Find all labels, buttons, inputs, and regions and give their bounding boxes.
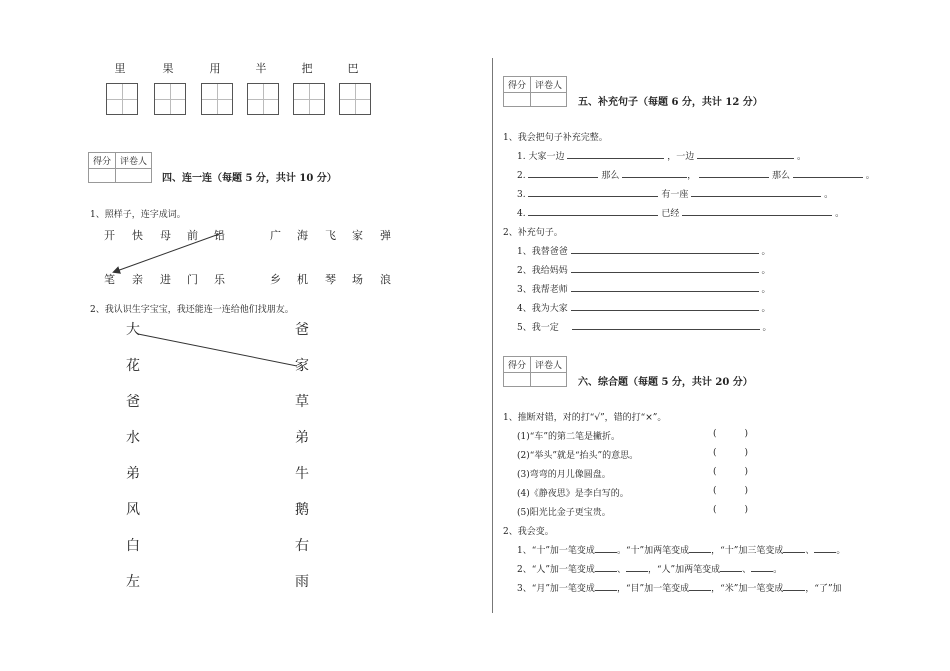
item-number: 2. (517, 171, 526, 181)
answer-blank[interactable] (697, 149, 794, 159)
section5-q1: 1、我会把句子补充完整。 (503, 133, 608, 143)
transform-text: ，“米”加一笔变成 (711, 584, 784, 594)
grader-label: 评卷人 (531, 77, 567, 93)
score-label: 得分 (504, 77, 531, 93)
judge-statement: (3)弯弯的月儿像圆盘。 (517, 470, 611, 480)
item-number: 1. (517, 152, 526, 162)
word-char[interactable]: 家 (352, 229, 363, 242)
word-char[interactable]: 弹 (380, 229, 391, 242)
fill-line-1 (517, 149, 806, 162)
column-divider (492, 58, 493, 613)
item-text: ，一边 (667, 152, 695, 162)
transform-line-1 (517, 543, 845, 556)
answer-blank[interactable] (572, 320, 760, 330)
answer-blank[interactable] (595, 543, 617, 553)
answer-blank[interactable] (571, 244, 759, 254)
section6-q1: 1、推断对错，对的打“√”，错的打“×”。 (503, 413, 667, 423)
answer-blank[interactable] (691, 187, 821, 197)
item-text: 那么 (601, 171, 620, 181)
section6-title: 六、综合题（每题 5 分，共计 20 分） (578, 377, 753, 388)
tian-label: 果 (162, 62, 174, 75)
sentence-end: 。 (762, 323, 772, 333)
answer-blank[interactable] (814, 543, 836, 553)
sentence-start: 4、我为大家 (517, 304, 568, 314)
judge-statement: (4)《静夜思》是李白写的。 (517, 489, 629, 499)
sentence-line (517, 301, 771, 314)
word-char[interactable]: 亲 (132, 273, 143, 286)
word-char[interactable]: 广 (270, 229, 281, 242)
answer-blank[interactable] (567, 149, 664, 159)
word-char[interactable]: 乡 (270, 273, 281, 286)
sentence-line (517, 263, 771, 276)
answer-blank[interactable] (571, 282, 759, 292)
word-char[interactable]: 快 (132, 229, 143, 242)
pair-char-left[interactable]: 大 (126, 322, 140, 338)
answer-blank[interactable] (595, 581, 617, 591)
transform-text: 。 (773, 565, 783, 575)
answer-blank[interactable] (622, 168, 687, 178)
pair-char-right[interactable]: 右 (295, 538, 309, 554)
judge-paren[interactable]: ( ) (713, 429, 749, 439)
score-cell[interactable] (504, 93, 531, 107)
sentence-start: 3、我帮老师 (517, 285, 568, 295)
answer-blank[interactable] (571, 263, 759, 273)
transform-text: ，“了”加 (805, 584, 842, 594)
pair-char-left[interactable]: 花 (126, 358, 140, 374)
score-cell[interactable] (504, 373, 531, 387)
grader-label: 评卷人 (531, 357, 567, 373)
pair-char-left[interactable]: 风 (126, 502, 140, 518)
item-text: 大家一边 (528, 152, 565, 162)
fill-line-3 (517, 187, 833, 200)
pair-char-right[interactable]: 弟 (295, 430, 309, 446)
judge-statement: (5)阳光比金子更宝贵。 (517, 508, 611, 518)
pair-char-left[interactable]: 白 (126, 538, 140, 554)
answer-blank[interactable] (699, 168, 769, 178)
word-char[interactable]: 铅 (214, 229, 225, 242)
pair-char-left[interactable]: 爸 (126, 394, 140, 410)
sentence-line (517, 244, 771, 257)
transform-text: 、 (616, 565, 626, 575)
judge-statement: (1)“车”的第二笔是撇折。 (517, 432, 620, 442)
answer-blank[interactable] (689, 581, 711, 591)
word-char[interactable]: 海 (297, 229, 308, 242)
fill-line-2: 2. 那么 ， 那么 。 (517, 168, 875, 181)
tian-label: 里 (114, 62, 126, 75)
item-number: 3. (517, 190, 526, 200)
answer-blank[interactable] (626, 562, 648, 572)
item-text: 有一座 (661, 190, 689, 200)
word-char[interactable]: 前 (187, 229, 198, 242)
transform-text: 2、“人”加一笔变成 (517, 565, 595, 575)
sentence-start: 2、我给妈妈 (517, 266, 568, 276)
transform-line-3 (517, 581, 842, 594)
section4-q1: 1、照样子，连字成词。 (90, 210, 186, 220)
example-arrow-line (114, 233, 222, 272)
pair-char-left[interactable]: 左 (126, 574, 140, 590)
sentence-start: 1、我替爸爸 (517, 247, 568, 257)
score-box (503, 76, 567, 107)
grader-cell[interactable] (531, 373, 567, 387)
judge-paren[interactable]: ( ) (713, 448, 749, 458)
judge-paren[interactable]: ( ) (713, 505, 749, 515)
word-char[interactable]: 琴 (325, 273, 336, 286)
word-char[interactable]: 母 (160, 229, 171, 242)
score-label: 得分 (89, 153, 116, 169)
word-char[interactable]: 场 (352, 273, 363, 286)
item-text: 那么 (771, 171, 790, 181)
word-char[interactable]: 乐 (214, 273, 225, 286)
answer-blank[interactable] (528, 206, 658, 216)
tian-label: 巴 (347, 62, 359, 75)
score-box (503, 356, 567, 387)
fill-line-4 (517, 206, 844, 219)
transform-text: 。“十”加两笔变成 (616, 546, 690, 556)
sentence-end: 。 (761, 285, 771, 295)
pair-char-left[interactable]: 水 (126, 430, 140, 446)
answer-blank[interactable] (682, 206, 832, 216)
judge-paren[interactable]: ( ) (713, 486, 749, 496)
grader-label: 评卷人 (116, 153, 152, 169)
transform-text: 。 (836, 546, 846, 556)
section4-title: 四、连一连（每题 5 分，共计 10 分） (162, 173, 337, 184)
pair-char-right[interactable]: 草 (295, 394, 309, 410)
answer-blank[interactable] (689, 543, 711, 553)
answer-blank[interactable] (783, 581, 805, 591)
transform-text: 3、“月”加一笔变成 (517, 584, 595, 594)
sentence-end: 。 (761, 304, 771, 314)
judge-paren[interactable]: ( ) (713, 467, 749, 477)
transform-line-2 (517, 562, 782, 575)
score-label: 得分 (504, 357, 531, 373)
item-end: 。 (835, 209, 845, 219)
grader-cell[interactable] (531, 93, 567, 107)
answer-blank[interactable] (571, 301, 759, 311)
tian-label: 用 (209, 62, 221, 75)
section6-q2: 2、我会变。 (503, 527, 554, 537)
answer-blank[interactable] (720, 562, 742, 572)
item-text: 已经 (661, 209, 680, 219)
answer-blank[interactable] (783, 543, 805, 553)
pair-char-right[interactable]: 家 (295, 358, 309, 374)
section5-title: 五、补充句子（每题 6 分，共计 12 分） (578, 97, 763, 108)
transform-text: 1、“十”加一笔变成 (517, 546, 595, 556)
pair-char-right[interactable]: 鹅 (295, 502, 309, 518)
transform-text: 、 (742, 565, 752, 575)
word-char[interactable]: 笔 (104, 273, 115, 286)
sentence-end: 。 (761, 247, 771, 257)
sentence-line (517, 320, 772, 333)
example-match-line (138, 334, 297, 366)
answer-blank[interactable] (595, 562, 617, 572)
item-end: 。 (865, 171, 875, 181)
word-char[interactable]: 进 (160, 273, 171, 286)
sentence-end: 。 (761, 266, 771, 276)
answer-blank[interactable] (528, 168, 598, 178)
word-char[interactable]: 开 (104, 229, 115, 242)
word-char[interactable]: 浪 (380, 273, 391, 286)
answer-blank[interactable] (528, 187, 658, 197)
pair-char-left[interactable]: 弟 (126, 466, 140, 482)
item-number: 4. (517, 209, 526, 219)
answer-blank[interactable] (751, 562, 773, 572)
item-end: 。 (797, 152, 807, 162)
pair-char-right[interactable]: 牛 (295, 466, 309, 482)
answer-blank[interactable] (793, 168, 863, 178)
transform-text: ，“人”加两笔变成 (647, 565, 721, 575)
word-char[interactable]: 门 (187, 273, 198, 286)
transform-text: ，“目”加一笔变成 (616, 584, 690, 594)
sentence-line (517, 282, 771, 295)
transform-text: 、 (805, 546, 815, 556)
word-char[interactable]: 机 (297, 273, 308, 286)
word-char[interactable]: 飞 (325, 229, 336, 242)
item-end: 。 (824, 190, 834, 200)
judge-statement: (2)“举头”就是“抬头”的意思。 (517, 451, 639, 461)
tian-label: 把 (301, 62, 313, 75)
sentence-start: 5、我一定 (517, 323, 559, 333)
pair-char-right[interactable]: 雨 (295, 574, 309, 590)
pair-char-right[interactable]: 爸 (295, 322, 309, 338)
section4-q2: 2、我认识生字宝宝，我还能连一连给他们找朋友。 (90, 305, 294, 315)
transform-text: ，“十”加三笔变成 (711, 546, 784, 556)
tian-label: 半 (255, 62, 267, 75)
section5-q2: 2、补充句子。 (503, 228, 563, 238)
